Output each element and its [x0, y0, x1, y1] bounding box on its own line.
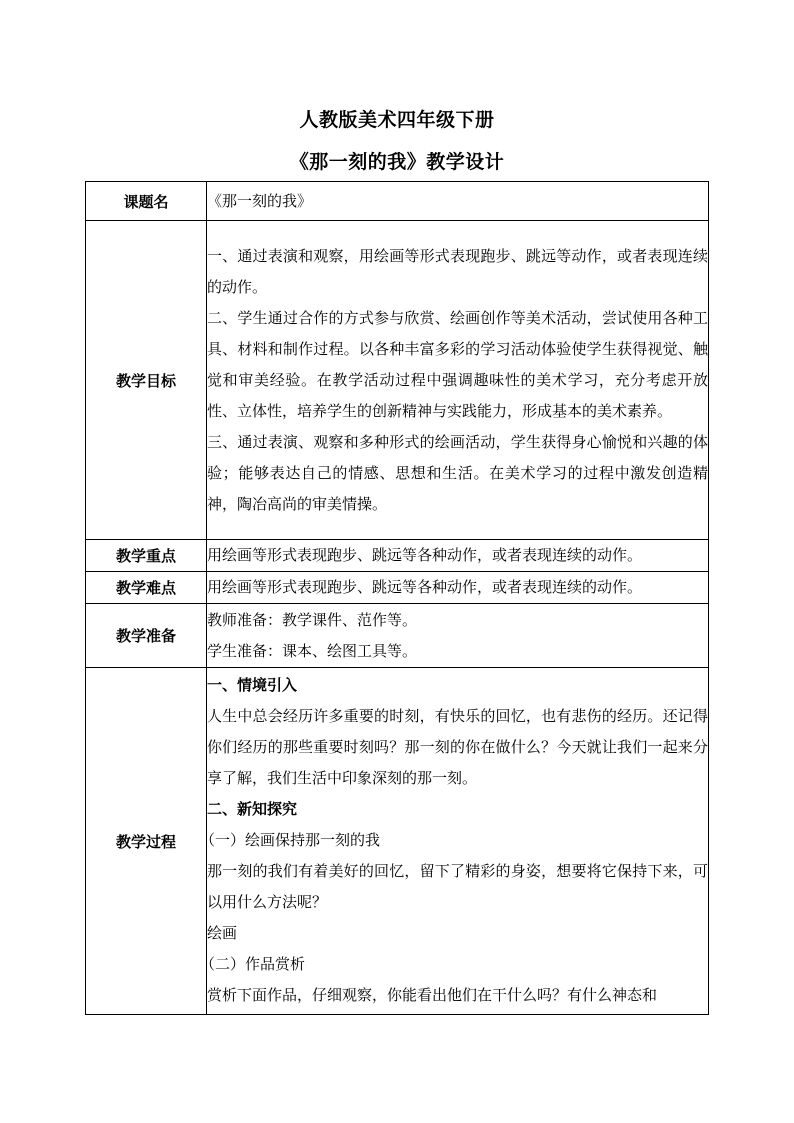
topic-label: 课题名	[86, 182, 207, 221]
process-content	[200, 668, 709, 1015]
document-subtitle: 《那一刻的我》教学设计	[289, 151, 505, 173]
table-row-process	[86, 668, 709, 1015]
process-label: 教学过程	[86, 668, 207, 1015]
table-row-key-points	[86, 540, 709, 572]
lesson-plan-table	[85, 181, 709, 1015]
key-points-label: 教学重点	[86, 540, 207, 572]
goal-item-1: 一、通过表演和观察，用绘画等形式表现跑步、跳远等动作，或者表现连续的动作。	[207, 246, 708, 296]
subsection-1-text: 那一刻的我们有着美好的回忆，留下了精彩的身姿，想要将它保持下来，可以用什么方法呢？	[207, 862, 708, 911]
section-intro-heading: 一、情境引入	[207, 676, 298, 694]
goals-content	[207, 221, 709, 540]
table-row-difficulties	[86, 572, 709, 604]
student-preparation: 学生准备：课本、绘图工具等。	[207, 641, 418, 660]
table-row-topic	[86, 182, 709, 221]
goal-item-2: 二、学生通过合作的方式参与欣赏、绘画创作等美术活动，尝试使用各种工具、材料和制作过程。以各种丰富多彩的学习活动体验使学生获得视觉、触觉和审美经验。在教学活动过程中强调趣味性的美术学习，充分考虑开放性、立体性，培养学生的创新精神与实践能力，形成基本的美术素养。	[207, 308, 708, 420]
preparation-label: 教学准备	[86, 604, 207, 668]
teacher-preparation: 教师准备：教学课件、范作等。	[207, 610, 418, 629]
goals-label: 教学目标	[86, 221, 207, 540]
difficulties-value: 用绘画等形式表现跑步、跳远等各种动作，或者表现连续的动作。	[207, 572, 709, 604]
key-points-value: 用绘画等形式表现跑步、跳远等各种动作，或者表现连续的动作。	[207, 540, 709, 572]
subsection-2-heading: （二）作品赏析	[200, 955, 306, 973]
subsection-1-heading: （一）绘画保持那一刻的我	[200, 831, 381, 849]
section-intro-text: 人生中总会经历许多重要的时刻，有快乐的回忆，也有悲伤的经历。还记得你们经历的那些重要时刻吗？那一刻的你在做什么？今天就让我们一起来分享了解，我们生活中印象深刻的那一刻。	[207, 707, 708, 787]
table-row-preparation	[86, 604, 709, 668]
subsection-1-answer: 绘画	[207, 924, 238, 942]
section-explore-heading: 二、新知探究	[207, 800, 298, 818]
subsection-2-text: 赏析下面作品，仔细观察，你能看出他们在干什么吗？有什么神态和	[207, 986, 658, 1004]
difficulties-label: 教学难点	[86, 572, 207, 604]
document-title: 人教版美术四年级下册	[299, 109, 495, 131]
preparation-content	[207, 604, 709, 668]
topic-value: 《那一刻的我》	[207, 182, 709, 221]
table-row-goals	[86, 221, 709, 540]
goal-item-3: 三、通过表演、观察和多种形式的绘画活动，学生获得身心愉悦和兴趣的体验；能够表达自己的情感、思想和生活。在美术学习的过程中激发创造精神，陶冶高尚的审美情操。	[207, 432, 708, 513]
